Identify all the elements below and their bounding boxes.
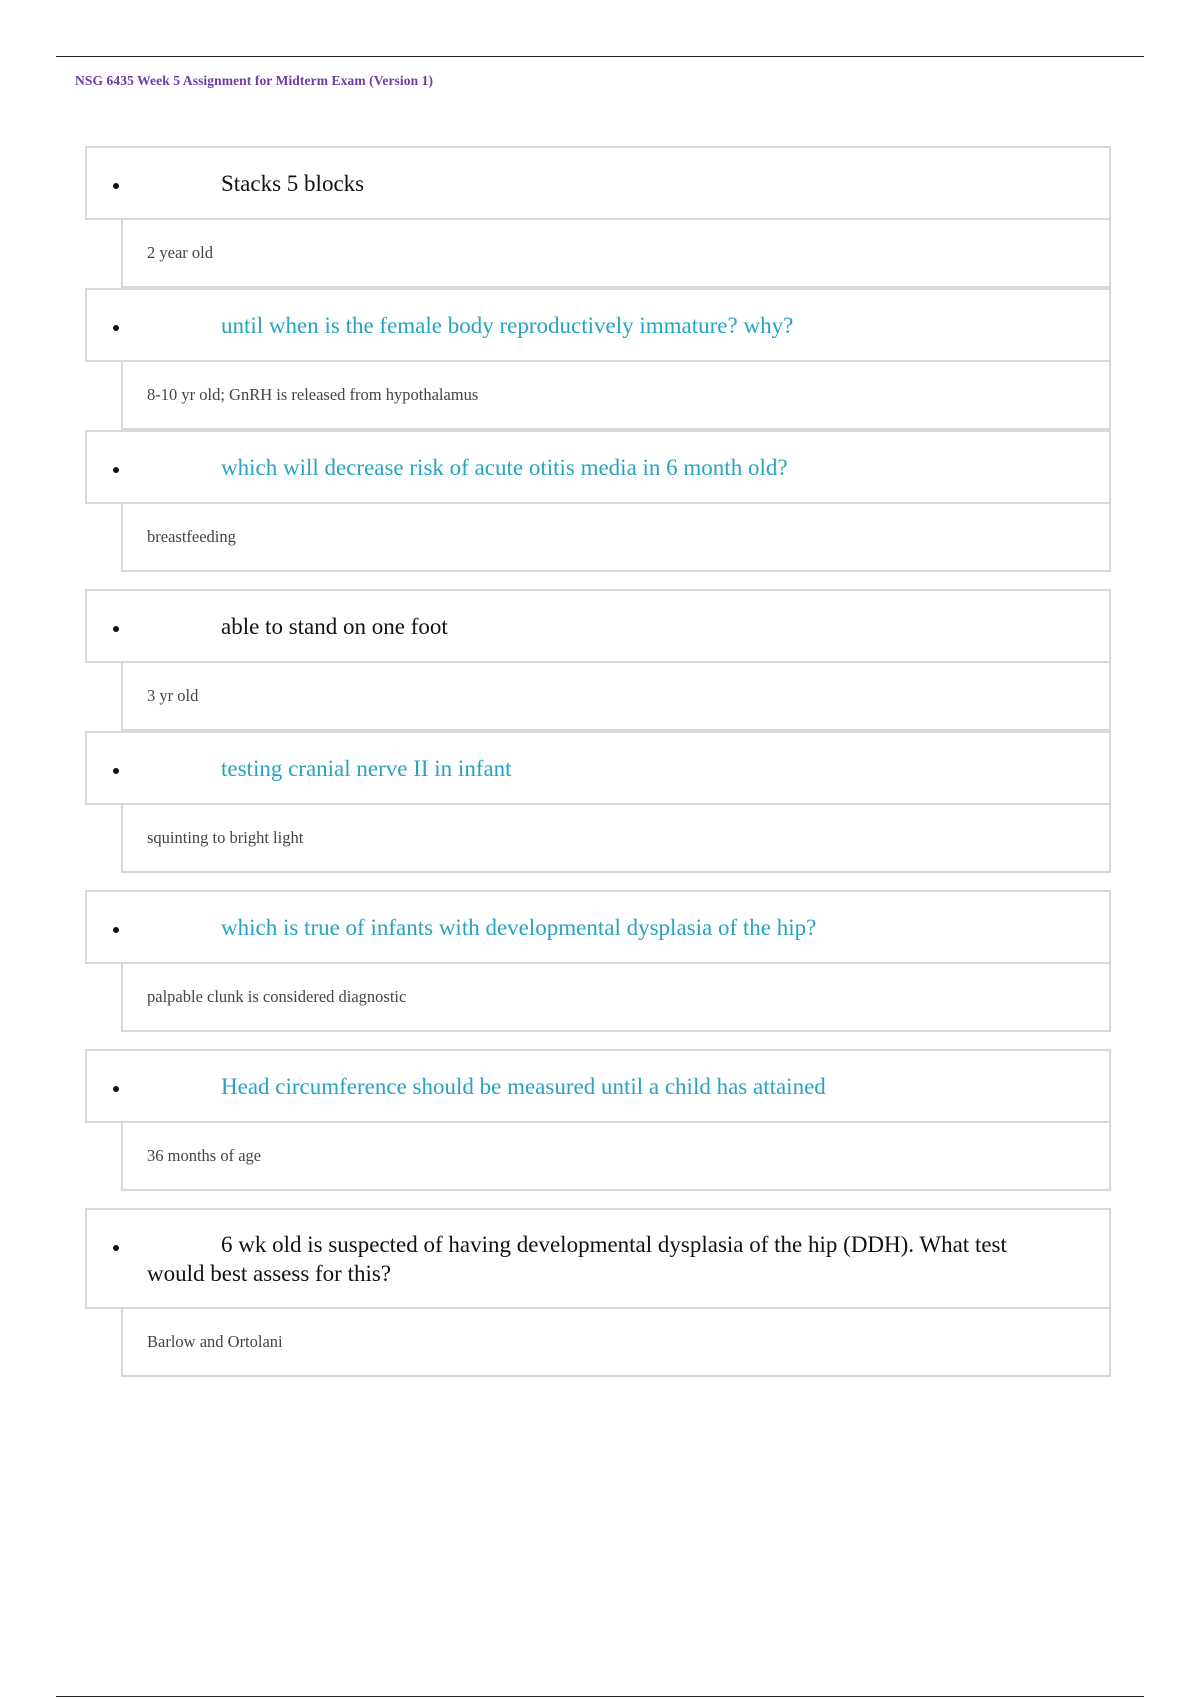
bottom-rule	[56, 1696, 1144, 1697]
flashcard-definition	[121, 1309, 1111, 1377]
definition-text: 8-10 yr old; GnRH is released from hypothalamus	[147, 385, 479, 404]
bullet-icon	[113, 183, 119, 189]
bullet-icon	[113, 927, 119, 933]
flashcard-definition	[121, 504, 1111, 572]
bullet-icon	[113, 1086, 119, 1092]
term-text: able to stand on one foot	[221, 614, 448, 639]
term-text: Head circumference should be measured until a child has attained	[221, 1074, 826, 1099]
term-text: which will decrease risk of acute otitis media in 6 month old?	[221, 455, 788, 480]
term-text: until when is the female body reproductively immature? why?	[221, 313, 794, 338]
definition-text: Barlow and Ortolani	[147, 1332, 283, 1351]
flashcard	[85, 1208, 1111, 1377]
definition-text: 2 year old	[147, 243, 213, 262]
flashcard	[85, 288, 1111, 430]
flashcard-definition	[121, 220, 1111, 288]
flashcard	[85, 589, 1111, 731]
flashcard-term	[85, 1049, 1111, 1123]
bullet-icon	[113, 467, 119, 473]
flashcard	[85, 430, 1111, 572]
term-text: testing cranial nerve II in infant	[221, 756, 512, 781]
term-text: Stacks 5 blocks	[221, 171, 365, 196]
definition-text: breastfeeding	[147, 527, 236, 546]
flashcard-definition	[121, 805, 1111, 873]
definition-text: 36 months of age	[147, 1146, 262, 1165]
flashcard-list	[85, 146, 1111, 1394]
bullet-icon	[113, 626, 119, 632]
flashcard-term	[85, 288, 1111, 362]
bullet-icon	[113, 325, 119, 331]
flashcard-definition	[121, 362, 1111, 430]
definition-text: palpable clunk is considered diagnostic	[147, 987, 407, 1006]
flashcard	[85, 1049, 1111, 1191]
flashcard-term	[85, 430, 1111, 504]
document-header: NSG 6435 Week 5 Assignment for Midterm Exam (Version 1)	[75, 73, 434, 88]
bullet-icon	[113, 1245, 119, 1251]
flashcard	[85, 146, 1111, 288]
flashcard-term	[85, 731, 1111, 805]
definition-text: squinting to bright light	[147, 828, 304, 847]
flashcard-term	[85, 589, 1111, 663]
flashcard	[85, 731, 1111, 873]
term-text: 6 wk old is suspected of having developmental dysplasia of the hip (DDH). What test would best assess for this?	[147, 1232, 1007, 1286]
flashcard-term	[85, 890, 1111, 964]
flashcard-term	[85, 146, 1111, 220]
flashcard-definition	[121, 964, 1111, 1032]
top-rule	[56, 56, 1144, 57]
flashcard-definition	[121, 1123, 1111, 1191]
bullet-icon	[113, 768, 119, 774]
definition-text: 3 yr old	[147, 686, 199, 705]
flashcard-definition	[121, 663, 1111, 731]
term-text: which is true of infants with developmental dysplasia of the hip?	[221, 915, 817, 940]
flashcard	[85, 890, 1111, 1032]
flashcard-term	[85, 1208, 1111, 1309]
